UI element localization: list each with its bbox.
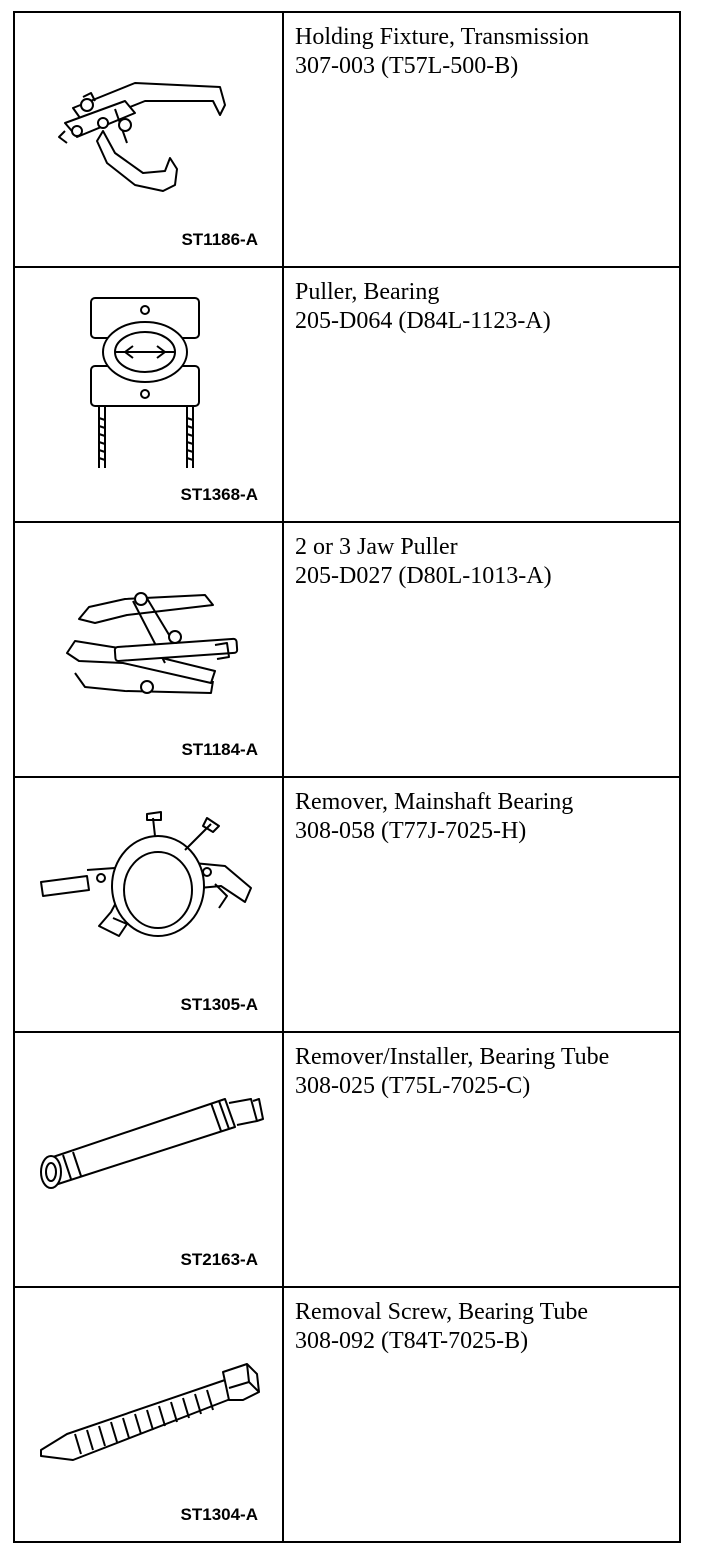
tool-description-cell (283, 1287, 680, 1542)
tool-description-cell (283, 267, 680, 522)
tool-image-cell (14, 1287, 283, 1542)
tool-code: ST2163-A (180, 1250, 258, 1269)
tool-image-cell (14, 777, 283, 1032)
tool-name: Remover/Installer, Bearing Tube (295, 1044, 610, 1070)
tool-name: Puller, Bearing (295, 279, 440, 305)
tool-description-cell (283, 12, 680, 267)
table-row (14, 12, 680, 267)
special-tools-table (13, 11, 681, 1543)
table-row (14, 1032, 680, 1287)
tool-image-cell (14, 1032, 283, 1287)
tool-part-number: 308-025 (T75L-7025-C) (295, 1073, 531, 1099)
tool-part-number: 308-058 (T77J-7025-H) (295, 818, 527, 844)
tool-code: ST1305-A (180, 995, 258, 1014)
tool-description-cell (283, 1032, 680, 1287)
tool-name: 2 or 3 Jaw Puller (295, 534, 458, 560)
tool-code: ST1368-A (180, 485, 258, 504)
tool-image-cell (14, 12, 283, 267)
tool-code: ST1186-A (181, 230, 258, 249)
table-row (14, 777, 680, 1032)
tool-part-number: 307-003 (T57L-500-B) (295, 53, 519, 79)
tool-part-number: 205-D027 (D80L-1013-A) (295, 563, 552, 589)
tool-image-cell (14, 267, 283, 522)
table-row (14, 522, 680, 777)
tool-part-number: 205-D064 (D84L-1123-A) (295, 308, 551, 334)
table-row (14, 1287, 680, 1542)
tool-description-cell (283, 777, 680, 1032)
tool-description-cell (283, 522, 680, 777)
tool-image-cell (14, 522, 283, 777)
tool-name: Holding Fixture, Transmission (295, 24, 590, 50)
tool-code: ST1184-A (181, 740, 258, 759)
tool-code: ST1304-A (180, 1505, 258, 1524)
tool-name: Removal Screw, Bearing Tube (295, 1299, 589, 1325)
tool-name: Remover, Mainshaft Bearing (295, 789, 574, 815)
table-row (14, 267, 680, 522)
tool-part-number: 308-092 (T84T-7025-B) (295, 1328, 529, 1354)
